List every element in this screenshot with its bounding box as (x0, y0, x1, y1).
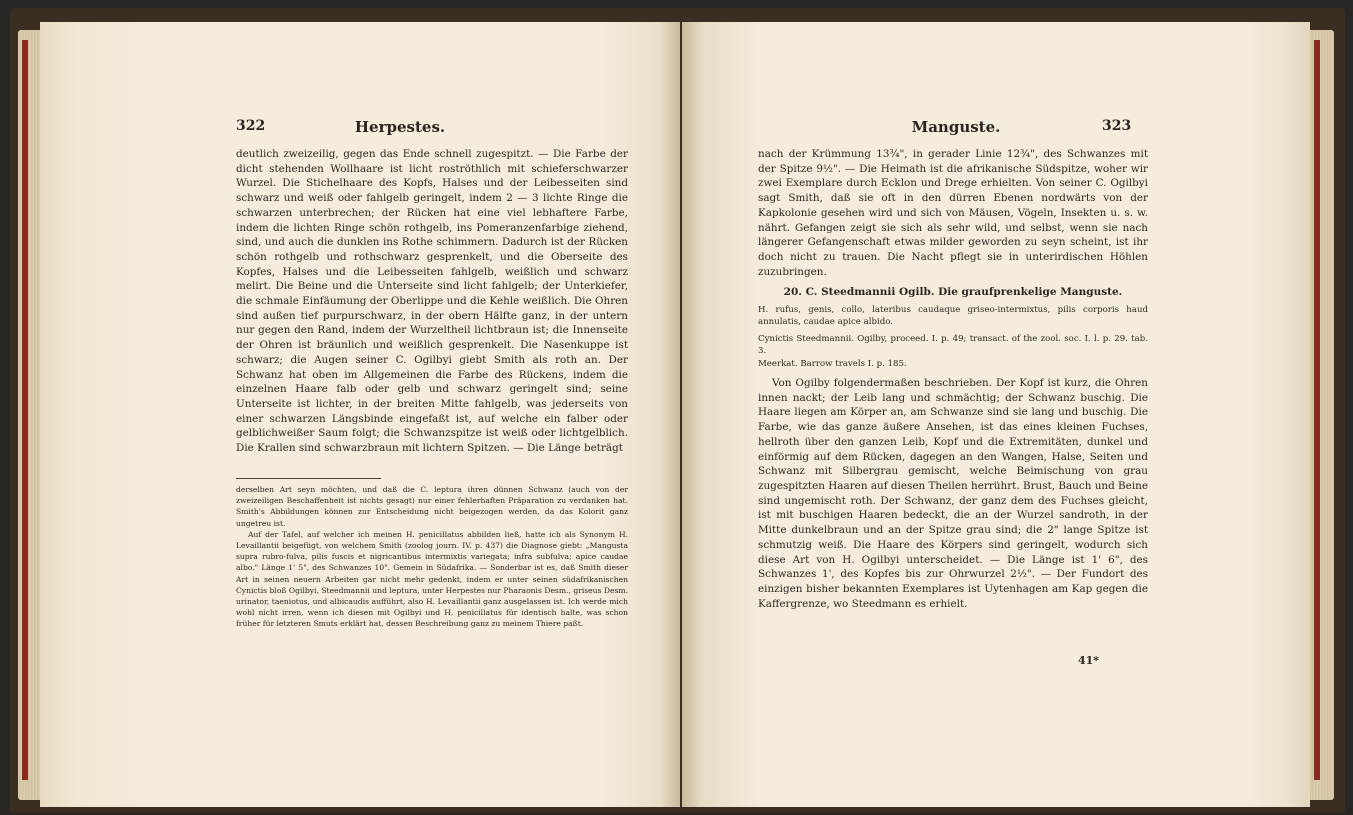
latin-diagnosis: H. rufus, genis, collo, lateribus caudaque griseo-intermixtus, pilis corporis haud annulatis, caudae apice albido. (758, 305, 1148, 328)
page-edges-right (1308, 30, 1334, 800)
left-page-number: 322 (236, 118, 266, 134)
bookmark-ribbon-left (22, 40, 28, 780)
footnote-2: Auf der Tafel, auf welcher ich meinen H. penicillatus abbilden ließ, hatte ich als Synonym H. Levaillantii beigefügt, von welchem Smith (zoolog journ. IV. p. 437) die Diagnose giebt: „Mangusta supra rubro-fulva, pilis fuscis et nigricantibus intermixtis variegata; infra subfulva; apice caudae albo." Länge 1' 5", des Schwanzes 10". Gemein in Südafrika. — Sonderbar ist es, daß Smith dieser Art in seinen neuern Arbeiten gar nicht mehr gedenkt, indem er unter seinen südafrikanischen Cynictis bloß Ogilbyi, Steedmannii und leptura, unter Herpestes nur Pharaonis Desm., griseus Desm. urinator, taeniotus, und albicaudis aufführt, also H. Levaillantii ganz ausgelassen ist. Ich werde mich wohl nicht irren, wenn ich diesen mit Ogilbyi und H. penicillatus für identisch halte, was schon früher für letzteren Smuts erklärt hat, dessen Beschreibung ganz zu meinem Thiere paßt. (236, 529, 628, 629)
synonym-line: Meerkat. Barrow travels I. p. 185. (758, 358, 907, 369)
right-intro-paragraph: nach der Krümmung 13¾", in gerader Linie 12¾", des Schwanzes mit der Spitze 9½". — Die Heimath ist die afrikanische Südspitze, woher wir zwei Exemplare durch Ecklon und Drege erhielten. Von seiner C. Ogilbyi sagt Smith, daß sie oft in den dürren Ebenen nordwärts von der Kapkolonie gesehen wird und sich von Mäusen, Vögeln, Insekten u. s. w. nährt. Gefangen zeigt sie sich als sehr wild, und selbst, wenn sie nach längerer Gefangenschaft etwas milder geworden zu seyn scheint, ist ihr doch nicht zu trauen. Die Nacht pflegt sie in unterirdischen Höhlen zuzubringen. (758, 148, 1148, 278)
right-main-paragraph: Von Ogilby folgendermaßen beschrieben. Der Kopf ist kurz, die Ohren innen nackt; der Leib lang und schmächtig; der Schwanz buschig. Die Haare liegen am Körper an, am Schwanze sind sie lang und buschig. Die Farbe, wie das ganze äußere Ansehen, ist das eines kleinen Fuchses, hellroth über den ganzen Leib, Kopf und die Extremitäten, dunkel und einförmig auf dem Rücken, dagegen an den Wangen, Halse, Seiten und Schwanz mit Silbergrau gemischt, welche Beimischung von grau zugespitzten Haaren auf diesen Theilen herrührt. Brust, Bauch und Beine sind ungemischt roth. Der Schwanz, der ganz dem des Fuchses gleicht, ist mit buschigen Haaren bedeckt, die an der Wurzel sandroth, in der Mitte dunkelbraun und an der Spitze grau sind; die 2" lange Spitze ist schmutzig weiß. Die Haare des Körpers sind geringelt, wodurch sich diese Art von H. Ogilbyi unterscheidet. — Die Länge ist 1' 6", des Schwanzes 1', des Kopfes bis zur Ohrwurzel 2½". — Der Fundort des einzigen bisher bekannten Exemplares ist Uytenhagen am Kap gegen die Kaffergrenze, wo Steedmann es erhielt. (758, 377, 1148, 610)
footnote-1: derselben Art seyn möchten, und daß die C. leptura ihren dünnen Schwanz (auch von der zweizeiligen Beschaffenheit ist nichts gesagt) nur einer fehlerhaften Präparation zu verdanken hat. Smith's Abbildungen können zur Entscheidung nicht beigezogen werden, da das Kolorit ganz ungetreu ist. (236, 485, 628, 528)
species-heading: 20. C. Steedmannii Ogilb. Die graufprenkelige Manguste. (783, 286, 1123, 299)
left-body-text (236, 147, 628, 456)
synonym-line: Cynictis Steedmannii. Ogilby, proceed. I. p. 49; transact. of the zool. soc. I. l. p. 29. tab. 3. (758, 333, 1148, 357)
right-page (682, 22, 1310, 807)
footnote-divider (236, 478, 381, 479)
left-running-title: Herpestes. (354, 118, 446, 136)
right-page-number: 323 (1102, 118, 1132, 134)
left-footnotes (236, 484, 628, 630)
left-body-paragraph: deutlich zweizeilig, gegen das Ende schnell zugespitzt. — Die Farbe der dicht stehenden Wollhaare ist licht roströthlich mit schieferschwarzer Wurzel. Die Stichelhaare des Kopfs, Halses und der Leibesseiten sind schwarz und weiß oder fahlgelb geringelt, indem 2 — 3 lichte Ringe die schwarzen unterbrechen; der Rücken hat eine viel lebhaftere Farbe, indem die lichten Ringe schön rothgelb, ins Pomeranzenfarbige ziehend, sind, und auch die dunklen ins Rothe schimmern. Dadurch ist der Rücken schön rothgelb und rothschwarz gesprenkelt, und die Oberseite des Kopfes, Halses und die Leibesseiten fahlgelb, weißlich und schwarz melirt. Die Beine und die Unterseite sind licht fahlgelb; der Unterkiefer, die schmale Einfäumung der Oberlippe und die Kehle weißlich. Die Ohren sind außen tief purpurschwarz, in der obern Hälfte ganz, in der untern nur gegen den Rand, indem der Wurzeltheil lichtbraun ist; die Innenseite der Ohren ist bräunlich und weißlich gesprenkelt. Die Nasenkuppe ist schwarz; die Augen seiner C. Ogilbyi giebt Smith als roth an. Der Schwanz hat oben im Allgemeinen die Farbe des Rückens, indem die einzelnen Haare falb oder gelb und schwarz geringelt sind; seine Unterseite ist lichter, in der breiten Mitte fahlgelb, was jederseits von einer schwarzen Längsbinde eingefaßt ist, auf welche ein falber oder gelblichweißer Saum folgt; die Schwanzspitze ist weiß oder lichtgelblich. Die Krallen sind schwarzbraun mit lichtern Spitzen. — Die Länge beträgt (236, 148, 628, 455)
signature-mark: 41* (1078, 654, 1100, 667)
right-running-title: Manguste. (911, 118, 1001, 136)
right-body-text (758, 147, 1148, 611)
bookmark-ribbon-right (1314, 40, 1320, 780)
left-page (40, 22, 680, 807)
